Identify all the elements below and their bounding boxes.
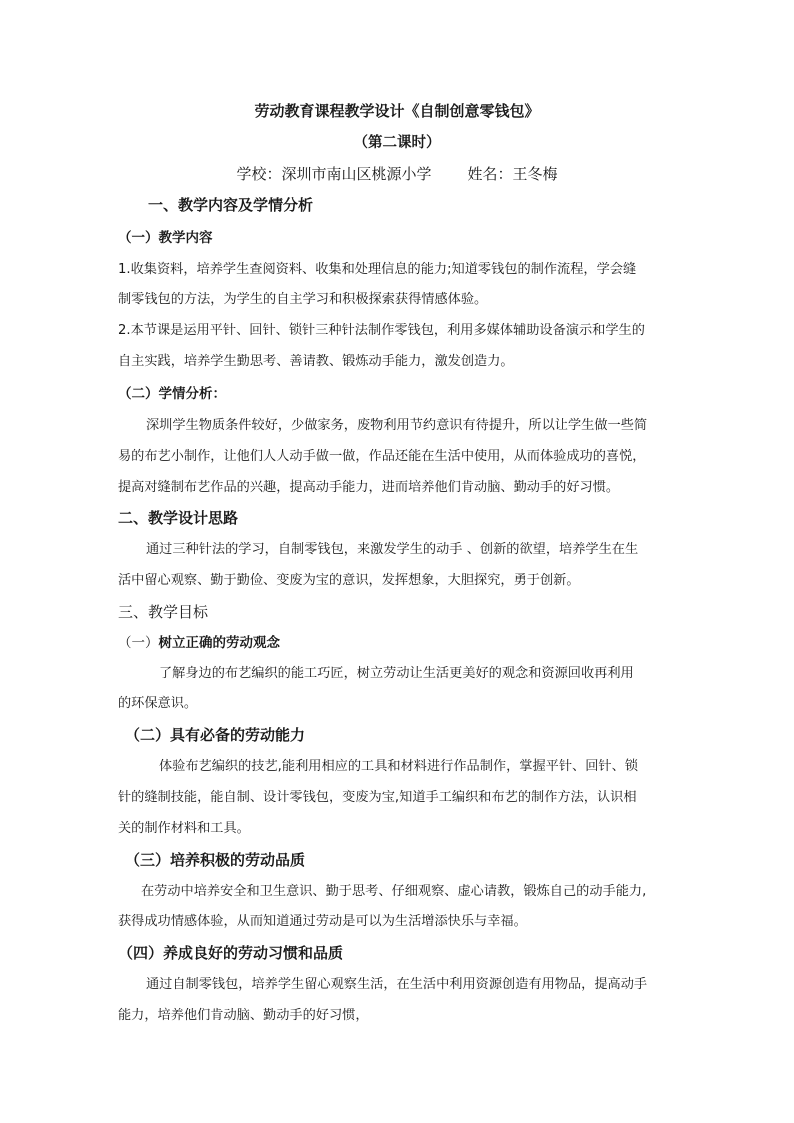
paragraph-line: 自主实践，培养学生勤思考、善请教、锻炼动手能力，激发创造力。: [118, 354, 514, 369]
paragraph-line: 深圳学生物质条件较好，少做家务，废物利用节约意识有待提升，所以让学生做一些简: [146, 418, 648, 433]
section-3-1-title: 树立正确的劳动观念: [158, 635, 280, 651]
paragraph-line: 1.收集资料，培养学生查阅资料、收集和处理信息的能力;知道零钱包的制作流程，学会缝: [118, 262, 637, 277]
section-3-2-heading: （二）具有必备的劳动能力: [125, 726, 306, 744]
section-1-heading: 一、教学内容及学情分析: [148, 196, 314, 214]
paragraph-line: 在劳动中培养安全和卫生意识、勤于思考、仔细观察、虚心请教，锻炼自己的动手能力,: [141, 884, 647, 899]
paragraph-line: 通过自制零钱包，培养学生留心观察生活，在生活中利用资源创造有用物品，提高动手: [146, 977, 648, 992]
paragraph-line: 获得成功情感体验，从而知道通过劳动是可以为生活增添快乐与幸福。: [118, 914, 527, 929]
author-info: [0, 163, 794, 185]
paragraph-line: 制零钱包的方法，为学生的自主学习和积极探索获得情感体验。: [118, 292, 488, 307]
paragraph-line: 2.本节课是运用平针、回针、锁针三种针法制作零钱包，利用多媒体辅助设备演示和学生的: [118, 323, 645, 338]
document-title: 劳动教育课程教学设计《自制创意零钱包》: [254, 102, 540, 120]
paragraph-line: 针的缝制技能，能自制、设计零钱包，变废为宝,知道手工编织和布艺的制作方法，认识相: [118, 790, 637, 805]
paragraph-line: 关的制作材料和工具。: [118, 821, 250, 836]
section-3-heading: 三、教学目标: [118, 603, 209, 621]
paragraph-line: 活中留心观察、勤于勤俭、变废为宝的意识，发挥想象，大胆探究，勇于创新。: [118, 573, 580, 588]
section-2-heading: 二、教学设计思路: [118, 509, 239, 527]
paragraph-line: 了解身边的布艺编织的能工巧匠，树立劳动让生活更美好的观念和资源回收再利用: [159, 666, 634, 681]
section-3-1-heading: [118, 632, 280, 654]
paragraph-line: 能力，培养他们肯动脑、勤动手的好习惯，: [118, 1008, 369, 1023]
section-3-4-heading: （四）养成良好的劳动习惯和品质: [118, 944, 344, 962]
paragraph-line: 易的布艺小制作，让他们人人动手做一做，作品还能在生活中使用，从而体验成功的喜悦，: [118, 449, 646, 464]
paragraph-line: 通过三种针法的学习，自制零钱包，来激发学生的动手 、创新的欲望，培养学生在生: [146, 542, 639, 557]
school-name: 学校：深圳市南山区桃源小学: [236, 165, 432, 183]
section-1-2-heading: （二）学情分析：: [118, 386, 226, 402]
paragraph-line: 体验布艺编织的技艺,能利用相应的工具和材料进行作品制作，掌握平针、回针、锁: [159, 759, 638, 774]
author-name: 姓名：王冬梅: [467, 165, 558, 183]
paragraph-line: 的环保意识。: [118, 696, 198, 711]
document-subtitle: （第二课时）: [353, 135, 441, 151]
section-1-1-heading: （一）教学内容: [118, 230, 213, 246]
paragraph-line: 提高对缝制布艺作品的兴趣，提高动手能力，进而培养他们肯动脑、勤动手的好习惯。: [118, 480, 620, 495]
section-3-3-heading: （三）培养积极的劳动品质: [125, 851, 306, 869]
section-3-1-prefix: （一）: [118, 635, 159, 651]
